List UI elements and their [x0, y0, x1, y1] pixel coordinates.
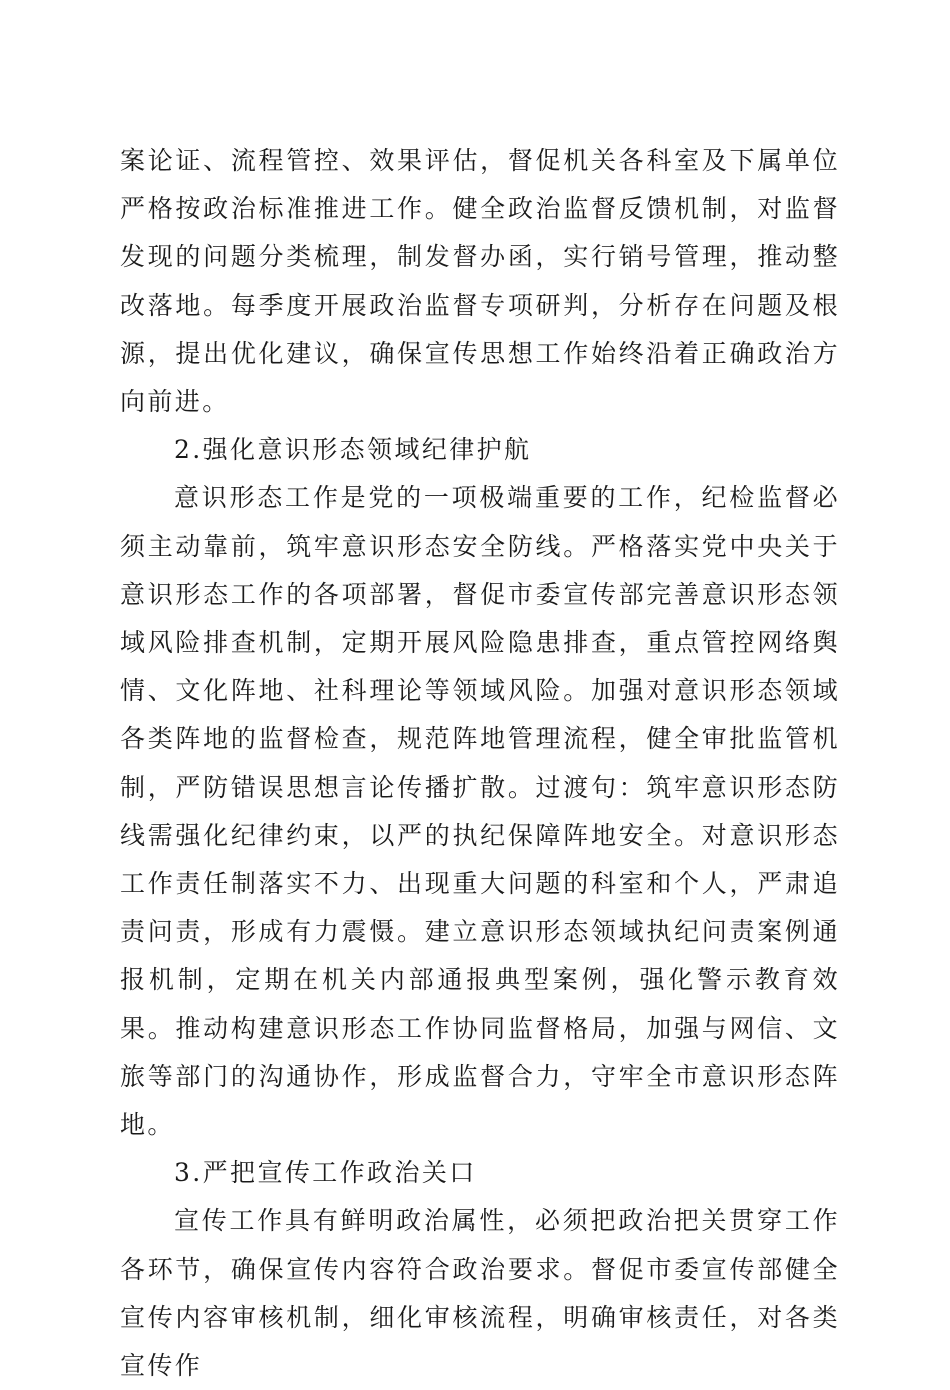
section-heading-2: 2.强化意识形态领域纪律护航 [174, 435, 532, 465]
paragraph-publicity: 宣传工作具有鲜明政治属性，必须把政治把关贯穿工作各环节，确保宣传内容符合政治要求。督促市委宣传部健全宣传内容审核机制，细化审核流程，明确审核责任，对各类宣传作 [120, 1206, 840, 1381]
paragraph-continued: 案论证、流程管控、效果评估，督促机关各科室及下属单位严格按政治标准推进工作。健全政治监督反馈机制，对监督发现的问题分类梳理，制发督办函，实行销号管理，推动整改落地。每季度开展政治监督专项研判，分析存在问题及根源，提出优化建议，确保宣传思想工作始终沿着正确政治方向前进。 [120, 146, 840, 417]
section-heading-3: 3.严把宣传工作政治关口 [174, 1158, 477, 1188]
document-body [120, 137, 840, 1390]
paragraph-ideology: 意识形态工作是党的一项极端重要的工作，纪检监督必须主动靠前，筑牢意识形态安全防线。严格落实党中央关于意识形态工作的各项部署，督促市委宣传部完善意识形态领域风险排查机制，定期开展风险隐患排查，重点管控网络舆情、文化阵地、社科理论等领域风险。加强对意识形态领域各类阵地的监督检查，规范阵地管理流程，健全审批监管机制，严防错误思想言论传播扩散。过渡句：筑牢意识形态防线需强化纪律约束，以严的执纪保障阵地安全。对意识形态工作责任制落实不力、出现重大问题的科室和个人，严肃追责问责，形成有力震慑。建立意识形态领域执纪问责案例通报机制，定期在机关内部通报典型案例，强化警示教育效果。推动构建意识形态工作协同监督格局，加强与网信、文旅等部门的沟通协作，形成监督合力，守牢全市意识形态阵地。 [120, 483, 840, 1140]
